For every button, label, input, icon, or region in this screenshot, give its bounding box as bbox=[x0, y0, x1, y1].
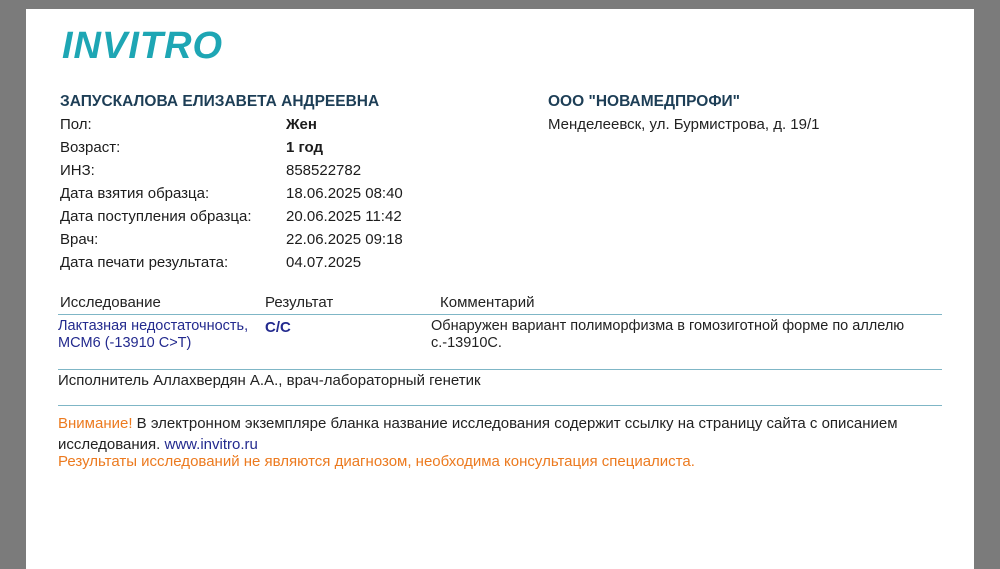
info-label: Дата поступления образца: bbox=[60, 208, 252, 225]
performer: Исполнитель Аллахвердян А.А., врач-лабораторный генетик bbox=[58, 372, 481, 389]
organization-address: Менделеевск, ул. Бурмистрова, д. 19/1 bbox=[548, 116, 820, 133]
info-value: 20.06.2025 11:42 bbox=[286, 208, 402, 225]
info-value: 22.06.2025 09:18 bbox=[286, 231, 403, 248]
disclaimer: Результаты исследований не являются диагнозом, необходима консультация специалиста. bbox=[58, 453, 695, 470]
info-label: Врач: bbox=[60, 231, 99, 248]
notice-text: В электронном экземпляре бланка название исследования содержит ссылку на страницу сайта с описанием исследования. bbox=[58, 415, 898, 453]
info-label: Пол: bbox=[60, 116, 92, 133]
table-divider bbox=[58, 314, 942, 315]
info-label: ИНЗ: bbox=[60, 162, 95, 179]
result-form bbox=[26, 9, 974, 569]
warning-label: Внимание! bbox=[58, 415, 133, 432]
table-divider bbox=[58, 369, 942, 370]
organization-name: ООО "НОВАМЕДПРОФИ" bbox=[548, 93, 741, 110]
test-comment: Обнаружен вариант полиморфизма в гомозиготной форме по аллелю с.-13910С. bbox=[431, 318, 905, 351]
column-header-comment: Комментарий bbox=[440, 294, 535, 311]
test-name-link[interactable]: Лактазная недостаточность, MCM6 (-13910 C>T) bbox=[58, 318, 249, 351]
test-result: C/C bbox=[265, 319, 291, 336]
column-header-result: Результат bbox=[265, 294, 334, 311]
table-divider bbox=[58, 405, 942, 406]
column-header-test: Исследование bbox=[60, 294, 161, 311]
info-value: 18.06.2025 08:40 bbox=[286, 185, 403, 202]
patient-name: ЗАПУСКАЛОВА ЕЛИЗАВЕТА АНДРЕЕВНА bbox=[60, 93, 380, 110]
info-value: 04.07.2025 bbox=[286, 254, 362, 271]
notice bbox=[58, 413, 948, 455]
info-value: 858522782 bbox=[286, 162, 362, 179]
info-value: Жен bbox=[286, 116, 317, 133]
info-value: 1 год bbox=[286, 139, 324, 156]
site-link[interactable]: www.invitro.ru bbox=[164, 436, 258, 453]
info-label: Дата взятия образца: bbox=[60, 185, 210, 202]
info-label: Дата печати результата: bbox=[60, 254, 229, 271]
info-label: Возраст: bbox=[60, 139, 121, 156]
invitro-logo: INVITRO bbox=[62, 25, 224, 67]
